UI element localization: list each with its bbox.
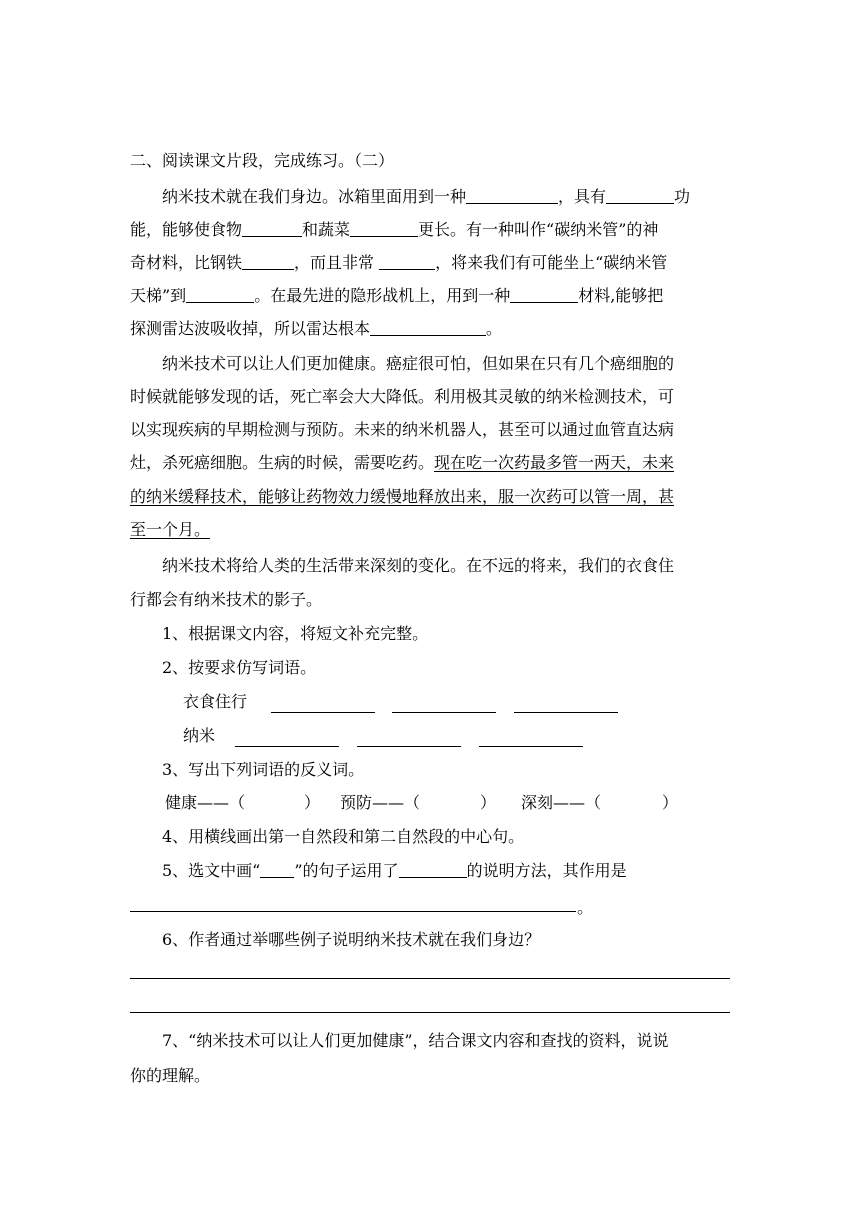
blank-6[interactable] [379,253,435,270]
para1-line3: 奇材料，比钢铁 ，而且非常 ，将来我们有可能坐上“碳纳米管 [130,253,668,272]
question-4: 4、用横线画出第一自然段和第二自然段的中心句。 [162,827,525,846]
para1-line2: 能，能够使食物 和蔬菜 更长。有一种叫作“碳纳米管”的神 [130,220,659,239]
blank-8[interactable] [510,286,578,303]
question-3: 3、写出下列词语的反义词。 [162,760,365,779]
antonym-healthy-label: 健康——（ [165,793,246,812]
q2-word2: 纳米 [183,726,216,745]
question-6: 6、作者通过举哪些例子说明纳米技术就在我们身边？ [162,930,541,949]
q2-blank-5[interactable] [357,730,461,747]
q5-mark-blank [260,861,294,878]
q6-answer-line-1[interactable] [130,978,730,979]
question-2: 2、按要求仿写词语。 [162,658,317,677]
q2-blank-2[interactable] [392,696,496,713]
q2-blank-4[interactable] [235,730,339,747]
blank-4[interactable] [350,220,418,237]
para3-line1: 纳米技术将给人类的生活带来深刻的变化。在不远的将来，我们的衣食住 [162,556,675,575]
q5-answer-line[interactable] [130,911,576,912]
para2-line4: 灶，杀死癌细胞。生病的时候，需要吃药。现在吃一次药最多管一两天，未来 [130,453,675,472]
para1-line4: 天梯”到 。在最先进的隐形战机上，用到一种 材料,能够把 [130,286,664,305]
blank-5[interactable] [242,253,294,270]
q6-answer-line-2[interactable] [130,1012,730,1013]
para2-line6: 至一个月。 [130,520,211,539]
q2-blank-1[interactable] [271,696,375,713]
question-1: 1、根据课文内容，将短文补充完整。 [162,624,429,643]
blank-7[interactable] [186,286,254,303]
antonym-prevent-close: ） [480,793,497,812]
para2-line2: 时候就能够发现的话，死亡率会大大降低。利用极其灵敏的纳米检测技术，可 [130,387,675,406]
antonym-deep-close: ） [662,793,679,812]
para1-line5: 探测雷达波吸收掉，所以雷达根本 。 [130,319,503,338]
section-heading: 二、阅读课文片段，完成练习。（二） [130,151,395,170]
para2-line5: 的纳米缓释技术，能够让药物效力缓慢地释放出来，服一次药可以管一周，甚 [130,487,675,506]
blank-1[interactable] [466,187,558,204]
antonym-deep-label: 深刻——（ [521,793,602,812]
para2-line1: 纳米技术可以让人们更加健康。癌症很可怕，但如果在只有几个癌细胞的 [162,354,675,373]
q2-blank-6[interactable] [479,730,583,747]
q5-end-mark: 。 [577,898,594,917]
blank-9[interactable] [370,319,486,336]
antonym-prevent-label: 预防——（ [340,793,421,812]
blank-3[interactable] [242,220,302,237]
question-5: 5、选文中画“ ”的句子运用了 的说明方法，其作用是 [162,861,627,880]
para3-line2: 行都会有纳米技术的影子。 [130,590,323,609]
antonym-healthy-close: ） [304,793,321,812]
question-7-line2: 你的理解。 [130,1066,211,1085]
para2-line3: 以实现疾病的早期检测与预防。未来的纳米机器人，甚至可以通过血管直达病 [130,420,675,439]
q2-word1: 衣食住行 [183,692,248,711]
para1-line1: 纳米技术就在我们身边。冰箱里面用到一种 ，具有 功 [162,187,691,206]
q2-blank-3[interactable] [514,696,618,713]
question-7-line1: 7、“纳米技术可以让人们更加健康”，结合课文内容和查找的资料，说说 [162,1031,669,1050]
underlined-sentence: 现在吃一次药最多管一两天，未来 [434,453,675,472]
blank-2[interactable] [606,187,674,204]
q5-method-blank[interactable] [399,861,467,878]
